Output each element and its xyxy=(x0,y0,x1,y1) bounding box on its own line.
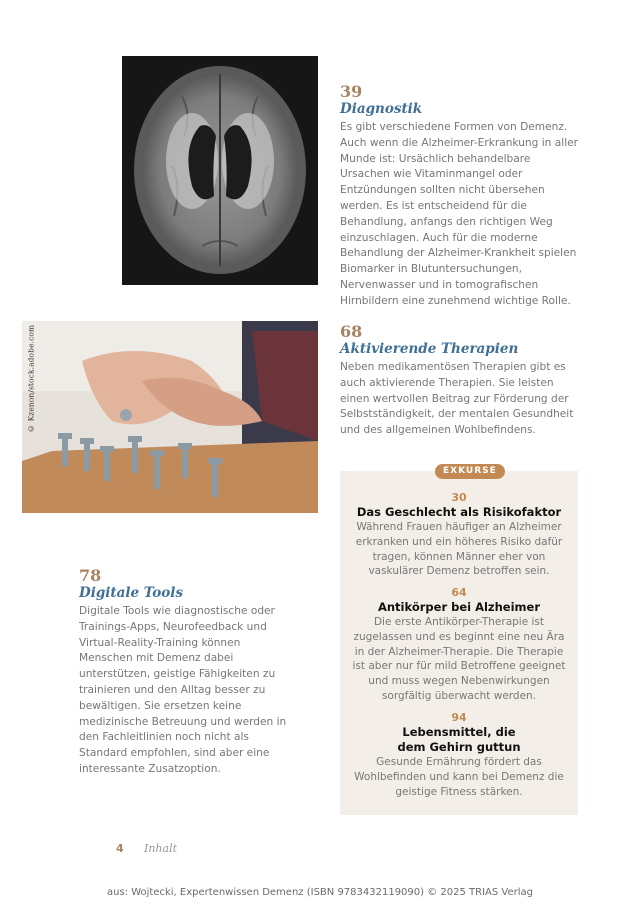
exkurse-text: Während Frauen häufiger an Alzheimer erkranken und ein höheres Risiko dafür tragen, können Männer eher von vaskulärer Demenz betroffen sein. xyxy=(355,521,563,578)
entry-text: Es gibt verschiedene Formen von Demenz. Auch wenn die Alzheimer-Erkrankung in aller Munde ist: Ursächlich behandelbare Ursachen wie Vitaminmangel oder Entzündungen sollten nicht übersehen werden. Es ist entscheidend für die Behandlung, anfangs den richtigen Weg einzuschlagen. Auch für die moderne Behandlung der Alzheimer-Krankheit spielen Biomarker in Blutuntersuchungen, Nervenwasser und in tomografischen Hirnbildern eine zunehmend wichtige Rolle. xyxy=(340,121,579,307)
entry-title[interactable]: Digitale Tools xyxy=(79,585,184,601)
entry-title[interactable]: Diagnostik xyxy=(340,101,423,117)
exkurse-title: Lebensmittel, die dem Gehirn guttun xyxy=(397,725,521,754)
entry-digitale-tools xyxy=(79,567,295,778)
exkurse-number: 64 xyxy=(451,586,467,599)
mri-brain-image xyxy=(122,56,318,285)
exkurse-text: Gesunde Ernährung fördert das Wohlbefinden und kann bei Demenz die geistige Fitness stärken. xyxy=(354,756,564,798)
source-line: aus: Wojtecki, Expertenwissen Demenz (ISBN 9783432119090) © 2025 TRIAS Verlag xyxy=(106,887,533,898)
exkurse-number: 94 xyxy=(451,711,467,724)
entry-number: 68 xyxy=(340,322,363,341)
exkurse-title: Das Geschlecht als Risikofaktor xyxy=(356,505,562,519)
page-label: Inhalt xyxy=(144,842,178,855)
entry-text: Digitale Tools wie diagnostische oder Trainings-Apps, Neurofeedback und Virtual-Reality-Training können Menschen mit Demenz dabei unterstützen, geistige Fähigkeiten zu trainieren und den Alltag besser zu bewältigen. Sie ersetzen keine medizinische Betreuung und werden in den Fachleitlinien noch nicht als Standard empfohlen, sind aber eine interessante Zusatzoption. xyxy=(79,605,287,775)
page-number: 4 xyxy=(116,842,124,855)
therapy-photo xyxy=(22,321,318,513)
photo-credit: © Kzenon/stock.adobe.com xyxy=(26,325,36,434)
exkurse-label: EXKURSE xyxy=(435,464,505,479)
exkurse-item[interactable] xyxy=(340,586,578,704)
entry-number: 78 xyxy=(79,566,102,585)
entry-diagnostik xyxy=(340,83,580,310)
exkurse-box xyxy=(340,466,578,815)
entry-therapien xyxy=(340,323,580,439)
exkurse-item[interactable] xyxy=(340,711,578,799)
entry-number: 39 xyxy=(340,82,363,101)
entry-text: Neben medikamentösen Therapien gibt es auch aktivierende Therapien. Sie leisten einen wertvollen Beitrag zur Förderung der Selbstständigkeit, der mentalen Gesundheit und des allgemeinen Wohlbefindens. xyxy=(340,361,574,437)
exkurse-item[interactable] xyxy=(340,491,578,579)
exkurse-number: 30 xyxy=(451,491,467,504)
exkurse-text: Die erste Antikörper-Therapie ist zugelassen und es beginnt eine neu Ära in der Alzheimer-Therapie. Die Therapie ist aber nur für mild Betroffene geeignet und muss wegen Nebenwirkungen sorgfältig überwacht werden. xyxy=(352,616,566,702)
entry-title[interactable]: Aktivierende Therapien xyxy=(340,341,519,357)
exkurse-title: Antikörper bei Alzheimer xyxy=(377,600,541,614)
